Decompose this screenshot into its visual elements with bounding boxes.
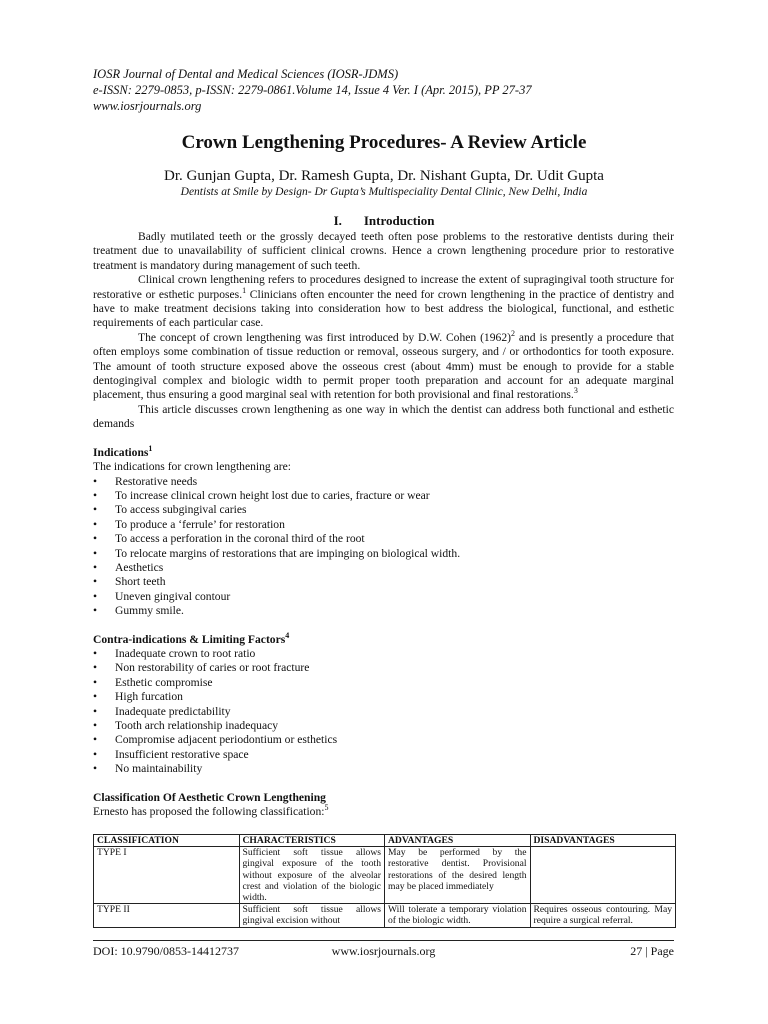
list-item: • Compromise adjacent periodontium or esthetics: [93, 733, 674, 747]
list-item: • Esthetic compromise: [93, 676, 674, 690]
list-item: • To increase clinical crown height lost due to caries, fracture or wear: [93, 489, 674, 503]
table-header-row: [94, 835, 676, 847]
section-heading: [0, 213, 768, 229]
table-cell: Sufficient soft tissue allows gingival exposure of the tooth without exposure of the alveolar crest and violation of the biologic width.: [239, 847, 385, 904]
list-item: • Restorative needs: [93, 475, 674, 489]
table-cell: TYPE I: [94, 847, 240, 904]
footer-website[interactable]: www.iosrjournals.org: [331, 944, 436, 958]
page-footer: [93, 940, 674, 958]
citation-ref: 1: [242, 285, 247, 295]
list-item: • Insufficient restorative space: [93, 748, 674, 762]
journal-name: IOSR Journal of Dental and Medical Sciences (IOSR-JDMS): [93, 67, 399, 81]
list-item: • No maintainability: [93, 762, 674, 776]
section-title: Introduction: [363, 213, 435, 228]
list-item: • To access a perforation in the coronal third of the root: [93, 532, 674, 546]
column-header: CLASSIFICATION: [94, 835, 240, 847]
footer-page-number: 27 | Page: [630, 944, 674, 958]
author-affiliation: Dentists at Smile by Design- Dr Gupta’s Multispeciality Dental Clinic, New Delhi, India: [180, 186, 588, 198]
classification-table: [93, 834, 676, 928]
column-header: CHARACTERISTICS: [239, 835, 385, 847]
article-authors: Dr. Gunjan Gupta, Dr. Ramesh Gupta, Dr. Nishant Gupta, Dr. Udit Gupta: [164, 168, 604, 184]
classification-intro: Ernesto has proposed the following classification:$^5$: [93, 803, 329, 819]
intro-paragraph-4: This article discusses crown lengthening as one way in which the dentist can address both functional and esthetic demands: [93, 402, 674, 431]
section-number: I.: [333, 213, 342, 228]
column-header: ADVANTAGES: [385, 835, 531, 847]
table-cell: Will tolerate a temporary violation of the biologic width.: [385, 904, 531, 927]
indications-intro: The indications for crown lengthening are:: [93, 460, 291, 474]
table-cell: May be performed by the restorative dentist. Provisional restorations of the desired length may be placed immediately: [385, 847, 531, 904]
list-item: • Short teeth: [93, 575, 674, 589]
footer-doi[interactable]: DOI: 10.9790/0853-14412737: [93, 944, 239, 958]
column-header: DISADVANTAGES: [530, 835, 676, 847]
article-title: Crown Lengthening Procedures- A Review Article: [181, 132, 587, 153]
list-item: • Tooth arch relationship inadequacy: [93, 719, 674, 733]
table-row: [94, 904, 676, 927]
table-cell: TYPE II: [94, 904, 240, 927]
list-item: • Non restorability of caries or root fracture: [93, 661, 674, 675]
list-item: • High furcation: [93, 690, 674, 704]
indications-list: [93, 475, 674, 619]
list-item: • To relocate margins of restorations that are impinging on biological width.: [93, 547, 674, 561]
citation-ref: 3: [573, 386, 578, 396]
journal-header: [93, 66, 532, 114]
article-body: [93, 230, 674, 819]
intro-paragraph-2: Clinical crown lengthening refers to procedures designed to increase the extent of supragingival tooth structure for restorative or esthetic purposes.$^1$ Clinicians often encounter the need for crown lengthening in the practice of dentistry and have to make treatment decisions taking into consideration how to best address the biological, functional, and esthetic requirements of each particular case.: [93, 273, 674, 330]
list-item: • Gummy smile.: [93, 604, 674, 618]
table-cell: Requires osseous contouring. May require a surgical referral.: [530, 904, 676, 927]
table-cell: Sufficient soft tissue allows gingival excision without: [239, 904, 385, 927]
journal-website[interactable]: www.iosrjournals.org: [93, 99, 202, 113]
list-item: • To access subgingival caries: [93, 503, 674, 517]
list-item: • Uneven gingival contour: [93, 590, 674, 604]
table-row: [94, 847, 676, 904]
intro-paragraph-3: The concept of crown lengthening was first introduced by D.W. Cohen $(1962)^2$ and is presently a procedure that often employs some combination of tissue reduction or removal, osseous surgery, and / or orthodontics for tooth exposure. The amount of tooth structure exposed above the osseous crest (about 4mm) must be enough to provide for a stable dentogingival complex and biologic width to permit proper tooth preparation and account for an adequate marginal placement, thus ensuring a good marginal seal with retention for both provisional and final restorations.$^3$: [93, 328, 674, 402]
list-item: • Aesthetics: [93, 561, 674, 575]
table-cell: [530, 847, 676, 904]
list-item: • To produce a ‘ferrule’ for restoration: [93, 518, 674, 532]
intro-paragraph-1: Badly mutilated teeth or the grossly decayed teeth often pose problems to the restorative dentists during their treatment due to unavailability of sufficient clinical crowns. Hence a crown lengthening procedure prior to restorative treatment is mandatory during management of such teeth.: [93, 230, 674, 272]
contra-heading: Contra-indications & Limiting Factors$^4$: [93, 630, 290, 646]
indications-heading: Indications$^1$: [93, 443, 153, 459]
list-item: • Inadequate crown to root ratio: [93, 647, 674, 661]
list-item: • Inadequate predictability: [93, 705, 674, 719]
journal-issn: e-ISSN: 2279-0853, p-ISSN: 2279-0861.Volume 14, Issue 4 Ver. I (Apr. 2015), PP 27-37: [93, 83, 532, 97]
contra-list: [93, 647, 674, 777]
classification-heading: Classification Of Aesthetic Crown Lengthening: [93, 790, 326, 804]
citation-ref: 2: [510, 328, 515, 338]
